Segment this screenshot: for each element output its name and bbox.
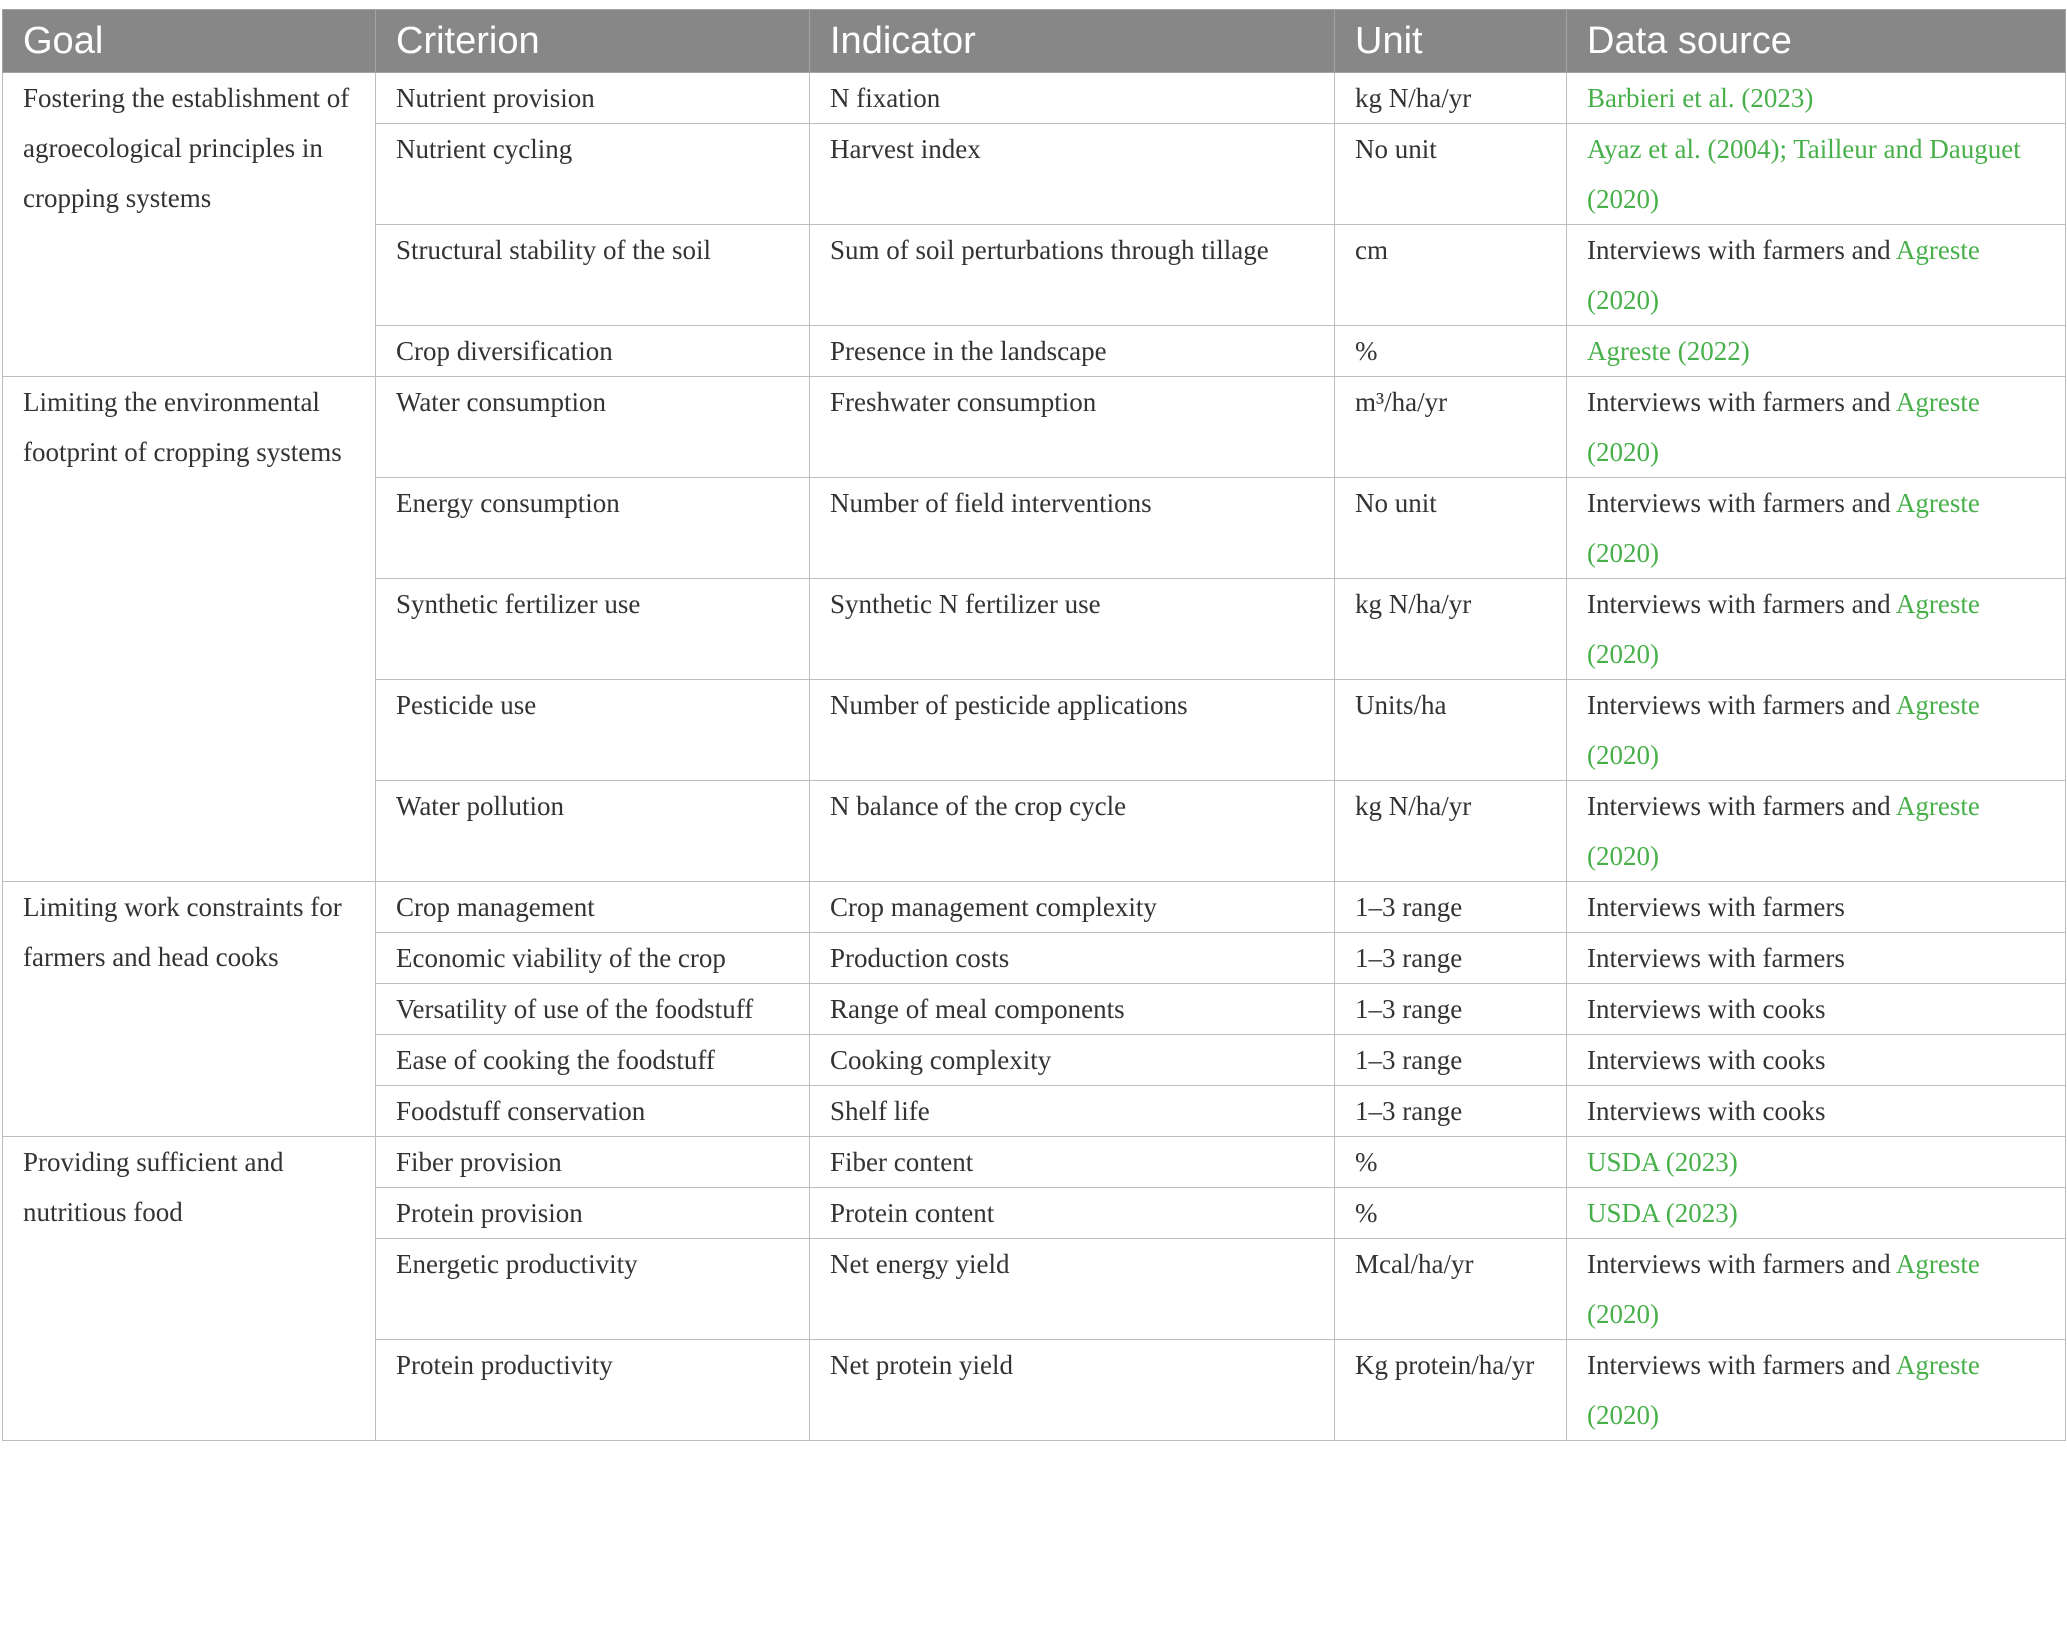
citation-link[interactable]: Agreste (2020) xyxy=(1587,589,1980,669)
data-source-cell xyxy=(1567,326,2066,377)
criterion-cell: Nutrient provision xyxy=(376,73,810,124)
source-text: Interviews with farmers and xyxy=(1587,1249,1896,1279)
source-text: Interviews with farmers and xyxy=(1587,690,1896,720)
data-source-cell xyxy=(1567,1188,2066,1239)
source-text: Interviews with cooks xyxy=(1587,1096,1826,1126)
unit-cell: 1–3 range xyxy=(1335,1086,1567,1137)
indicator-cell: Number of field interventions xyxy=(810,478,1335,579)
data-source-cell xyxy=(1567,1035,2066,1086)
indicator-cell: Net protein yield xyxy=(810,1340,1335,1441)
source-text: Interviews with farmers and xyxy=(1587,387,1896,417)
indicator-cell: Shelf life xyxy=(810,1086,1335,1137)
table-row xyxy=(3,1137,2066,1188)
data-source-cell xyxy=(1567,73,2066,124)
criteria-table xyxy=(2,9,2066,1441)
data-source-cell xyxy=(1567,124,2066,225)
indicator-cell: Freshwater consumption xyxy=(810,377,1335,478)
unit-cell: kg N/ha/yr xyxy=(1335,579,1567,680)
criterion-cell: Versatility of use of the foodstuff xyxy=(376,984,810,1035)
table-body xyxy=(3,73,2066,1441)
data-source-cell xyxy=(1567,882,2066,933)
data-source-cell xyxy=(1567,781,2066,882)
table-header xyxy=(3,10,2066,73)
criterion-cell: Protein provision xyxy=(376,1188,810,1239)
indicator-cell: Crop management complexity xyxy=(810,882,1335,933)
source-text: Interviews with cooks xyxy=(1587,1045,1826,1075)
indicator-cell: Harvest index xyxy=(810,124,1335,225)
data-source-cell xyxy=(1567,1239,2066,1340)
criterion-cell: Crop management xyxy=(376,882,810,933)
criterion-cell: Water pollution xyxy=(376,781,810,882)
citation-link[interactable]: Agreste (2020) xyxy=(1587,235,1980,315)
criterion-cell: Foodstuff conservation xyxy=(376,1086,810,1137)
unit-cell: % xyxy=(1335,1188,1567,1239)
indicator-cell: Cooking complexity xyxy=(810,1035,1335,1086)
citation-link[interactable]: Agreste (2020) xyxy=(1587,690,1980,770)
source-text: Interviews with cooks xyxy=(1587,994,1826,1024)
goal-cell: Limiting the environmental footprint of cropping systems xyxy=(3,377,376,882)
unit-cell: 1–3 range xyxy=(1335,933,1567,984)
criterion-cell: Fiber provision xyxy=(376,1137,810,1188)
unit-cell: 1–3 range xyxy=(1335,984,1567,1035)
indicator-cell: Fiber content xyxy=(810,1137,1335,1188)
unit-cell: kg N/ha/yr xyxy=(1335,781,1567,882)
indicator-cell: N balance of the crop cycle xyxy=(810,781,1335,882)
goal-cell: Limiting work constraints for farmers and head cooks xyxy=(3,882,376,1137)
data-source-cell xyxy=(1567,1137,2066,1188)
citation-link[interactable]: Agreste (2020) xyxy=(1587,488,1980,568)
data-source-cell xyxy=(1567,680,2066,781)
criterion-cell: Energy consumption xyxy=(376,478,810,579)
citation-link[interactable]: Agreste (2020) xyxy=(1587,791,1980,871)
source-text: Interviews with farmers and xyxy=(1587,1350,1896,1380)
header-indicator: Indicator xyxy=(810,10,1335,73)
criterion-cell: Pesticide use xyxy=(376,680,810,781)
indicator-cell: Sum of soil perturbations through tillage xyxy=(810,225,1335,326)
unit-cell: Mcal/ha/yr xyxy=(1335,1239,1567,1340)
data-source-cell xyxy=(1567,579,2066,680)
header-unit: Unit xyxy=(1335,10,1567,73)
unit-cell: cm xyxy=(1335,225,1567,326)
source-text: Interviews with farmers and xyxy=(1587,235,1896,265)
citation-link[interactable]: USDA (2023) xyxy=(1587,1147,1738,1177)
criterion-cell: Water consumption xyxy=(376,377,810,478)
citation-link[interactable]: Agreste (2020) xyxy=(1587,387,1980,467)
citation-link[interactable]: Agreste (2020) xyxy=(1587,1249,1980,1329)
source-text: Interviews with farmers xyxy=(1587,892,1845,922)
source-text: Interviews with farmers and xyxy=(1587,589,1896,619)
goal-cell: Fostering the establishment of agroecological principles in cropping systems xyxy=(3,73,376,377)
criterion-cell: Energetic productivity xyxy=(376,1239,810,1340)
table-row xyxy=(3,377,2066,478)
criterion-cell: Ease of cooking the foodstuff xyxy=(376,1035,810,1086)
unit-cell: kg N/ha/yr xyxy=(1335,73,1567,124)
data-source-cell xyxy=(1567,225,2066,326)
unit-cell: 1–3 range xyxy=(1335,882,1567,933)
criterion-cell: Economic viability of the crop xyxy=(376,933,810,984)
table-row xyxy=(3,882,2066,933)
source-text: Interviews with farmers and xyxy=(1587,488,1896,518)
data-source-cell xyxy=(1567,1340,2066,1441)
header-criterion: Criterion xyxy=(376,10,810,73)
criterion-cell: Nutrient cycling xyxy=(376,124,810,225)
criterion-cell: Crop diversification xyxy=(376,326,810,377)
source-text: Interviews with farmers and xyxy=(1587,791,1896,821)
unit-cell: No unit xyxy=(1335,478,1567,579)
indicator-cell: Range of meal components xyxy=(810,984,1335,1035)
data-source-cell xyxy=(1567,984,2066,1035)
header-goal: Goal xyxy=(3,10,376,73)
unit-cell: Units/ha xyxy=(1335,680,1567,781)
unit-cell: % xyxy=(1335,1137,1567,1188)
indicator-cell: Synthetic N fertilizer use xyxy=(810,579,1335,680)
indicator-cell: N fixation xyxy=(810,73,1335,124)
citation-link[interactable]: Agreste (2020) xyxy=(1587,1350,1980,1430)
unit-cell: Kg protein/ha/yr xyxy=(1335,1340,1567,1441)
unit-cell: % xyxy=(1335,326,1567,377)
indicator-cell: Net energy yield xyxy=(810,1239,1335,1340)
header-data-source: Data source xyxy=(1567,10,2066,73)
header-row xyxy=(3,10,2066,73)
unit-cell: No unit xyxy=(1335,124,1567,225)
data-source-cell xyxy=(1567,377,2066,478)
goal-cell: Providing sufficient and nutritious food xyxy=(3,1137,376,1441)
criterion-cell: Protein productivity xyxy=(376,1340,810,1441)
indicator-cell: Protein content xyxy=(810,1188,1335,1239)
citation-link[interactable]: Agreste (2022) xyxy=(1587,336,1750,366)
indicator-cell: Presence in the landscape xyxy=(810,326,1335,377)
indicator-cell: Production costs xyxy=(810,933,1335,984)
source-text: Interviews with farmers xyxy=(1587,943,1845,973)
table-row xyxy=(3,73,2066,124)
citation-link[interactable]: USDA (2023) xyxy=(1587,1198,1738,1228)
citation-link[interactable]: Barbieri et al. (2023) xyxy=(1587,83,1814,113)
unit-cell: m³/ha/yr xyxy=(1335,377,1567,478)
data-source-cell xyxy=(1567,1086,2066,1137)
data-source-cell xyxy=(1567,478,2066,579)
criterion-cell: Synthetic fertilizer use xyxy=(376,579,810,680)
data-source-cell xyxy=(1567,933,2066,984)
unit-cell: 1–3 range xyxy=(1335,1035,1567,1086)
criterion-cell: Structural stability of the soil xyxy=(376,225,810,326)
indicator-cell: Number of pesticide applications xyxy=(810,680,1335,781)
citation-link[interactable]: Ayaz et al. (2004); Tailleur and Dauguet (2020) xyxy=(1587,134,2021,214)
